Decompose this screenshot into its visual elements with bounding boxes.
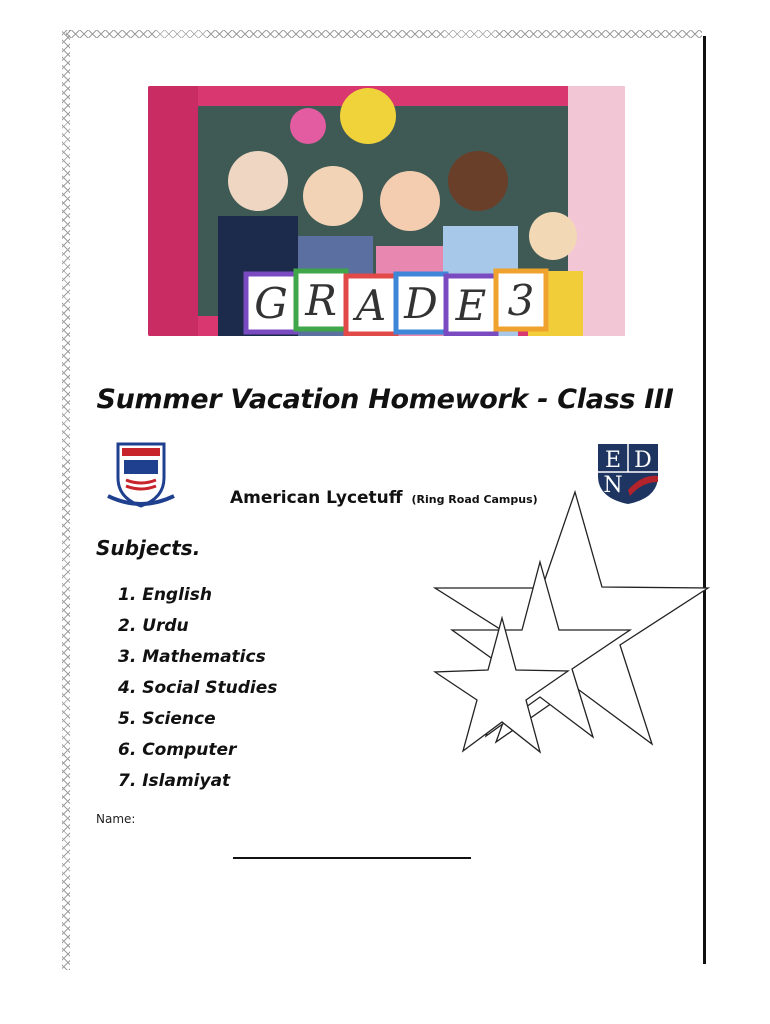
page-title: Summer Vacation Homework - Class III: [96, 384, 674, 415]
subject-item-computer: 6. Computer: [118, 740, 237, 760]
subject-item-islamiyat: 7. Islamiyat: [118, 771, 231, 791]
block-letter-r: R: [305, 276, 337, 325]
grade-3-banner-image: [148, 86, 625, 336]
page-border-left: [62, 30, 70, 970]
school-name: American Lycetuff: [230, 488, 403, 508]
name-label: Name:: [96, 812, 136, 826]
block-letter-g: G: [254, 279, 288, 328]
subject-item-english: 1. English: [118, 585, 212, 605]
subject-list: [118, 584, 277, 801]
block-letter-d: D: [404, 279, 438, 328]
edn-letter-e: E: [604, 448, 622, 473]
page-border-top: [66, 30, 702, 38]
stars-outline-icon: [430, 490, 720, 780]
block-letter-a: A: [355, 281, 387, 330]
subject-item-social-studies: 4. Social Studies: [118, 678, 278, 698]
edn-letter-n: N: [603, 473, 623, 498]
school-campus: (Ring Road Campus): [411, 493, 538, 506]
name-input-line[interactable]: [233, 857, 471, 859]
block-letter-e: E: [455, 281, 487, 330]
school-crest-icon: [106, 440, 176, 510]
subjects-heading: Subjects.: [96, 536, 201, 560]
edn-letter-d: D: [634, 448, 652, 473]
subject-item-science: 5. Science: [118, 709, 216, 729]
subject-item-urdu: 2. Urdu: [118, 616, 189, 636]
block-letter-3: 3: [507, 276, 535, 325]
subject-item-mathematics: 3. Mathematics: [118, 647, 266, 667]
